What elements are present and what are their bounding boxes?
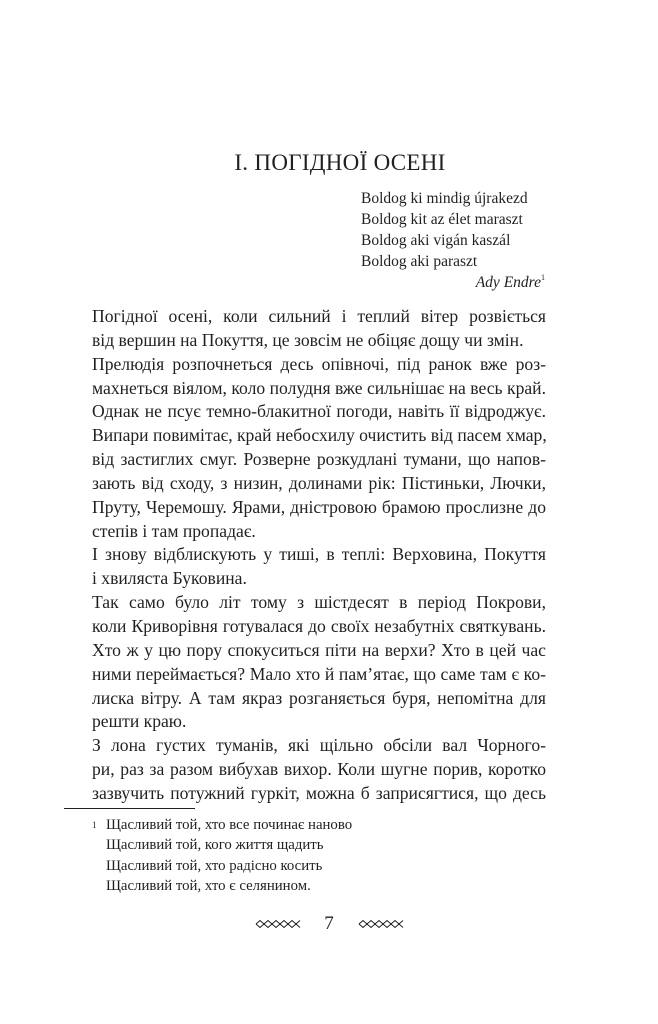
- footnote-line: Щасливий той, хто є селянином.: [106, 878, 311, 895]
- paragraph: [64, 543, 546, 591]
- text-line: Випари повимітає, край небосхилу очистить від пасем хмар,: [92, 425, 547, 446]
- footnote-marker: 1: [92, 820, 97, 830]
- text-line: від вершин на Покуття, це зовсім не обіцяє дощу чи змін.: [92, 329, 524, 350]
- epigraph-line: Boldog kit az élet maraszt: [361, 211, 523, 228]
- text-line: степів і там пропадає.: [92, 520, 256, 541]
- paragraph: [64, 353, 546, 544]
- text-line: лиска вітру. А там якраз розганяється буря, непомітна для: [92, 687, 546, 708]
- text-line: Прелюдія розпочнеться десь опівночі, під ранок вже роз-: [92, 353, 546, 374]
- text-line: З лона густих туманів, які щільно обсіли вал Чорного-: [92, 735, 546, 756]
- text-line: коли Криворівня готувалася до своїх незабутніх святкувань.: [92, 615, 546, 636]
- body-text: [64, 305, 546, 806]
- epigraph-line: Boldog ki mindig újrakezd: [361, 190, 528, 207]
- epigraph: [361, 188, 551, 293]
- text-line: Хто ж у цю пору спокуситься піти на верхи? Хто в цей час: [92, 639, 546, 660]
- chapter-title: І. ПОГІДНОЇ ОСЕНІ: [234, 150, 446, 175]
- text-line: від застиглих смуг. Розверне розкудлані тумани, що напов-: [92, 449, 546, 470]
- epigraph-line: Boldog aki vigán kaszál: [361, 232, 511, 249]
- text-line: ри, раз за разом вибухав вихор. Коли шугне порив, коротко: [92, 759, 546, 780]
- text-line: зазвучить потужний гуркіт, можна б заприсягтися, що десь: [92, 782, 546, 803]
- page-footer: [0, 910, 658, 937]
- text-line: Погідної осені, коли сильний і теплий вітер розвіється: [92, 306, 546, 326]
- text-line: Пруту, Черемошу. Ярами, дністровою брамою прослизне до: [92, 496, 546, 517]
- paragraph: [64, 591, 546, 734]
- epigraph-author-name: Ady Endre: [475, 274, 541, 291]
- text-line: Так само було літ тому з шістдесят в період Покрови,: [92, 592, 546, 613]
- footnote-line: Щасливий той, хто все починає наново: [106, 817, 353, 833]
- text-line: решти краю.: [92, 711, 187, 732]
- wave-ornament-icon: [255, 919, 301, 929]
- footnote-line: Щасливий той, хто радісно косить: [106, 857, 323, 874]
- page-number: 7: [324, 912, 334, 934]
- text-line: ними переймається? Мало хто й пам’ятає, що саме там є ко-: [92, 663, 546, 684]
- text-line: і хвиляста Буковина.: [92, 568, 247, 589]
- epigraph-author: [361, 272, 551, 293]
- text-line: І знову відблискують у тиші, в теплі: Верховина, Покуття: [92, 544, 546, 565]
- wave-ornament-icon: [358, 919, 404, 929]
- footnote-divider: [64, 808, 195, 809]
- text-line: Однак не псує темно-блакитної погоди, навіть її відроджує.: [92, 401, 546, 422]
- text-line: зають від сходу, з низин, долинами рік: Пістиньки, Лючки,: [92, 472, 546, 493]
- footnote: [82, 815, 352, 897]
- footnote-reference: 1: [541, 273, 545, 282]
- epigraph-line: Boldog aki paraszt: [361, 253, 478, 270]
- paragraph: [64, 305, 546, 353]
- paragraph: [64, 734, 546, 806]
- footnote-line: Щасливий той, кого життя щадить: [106, 837, 324, 854]
- text-line: махнеться віялом, коло полудня вже сильнішає на весь край.: [92, 377, 546, 398]
